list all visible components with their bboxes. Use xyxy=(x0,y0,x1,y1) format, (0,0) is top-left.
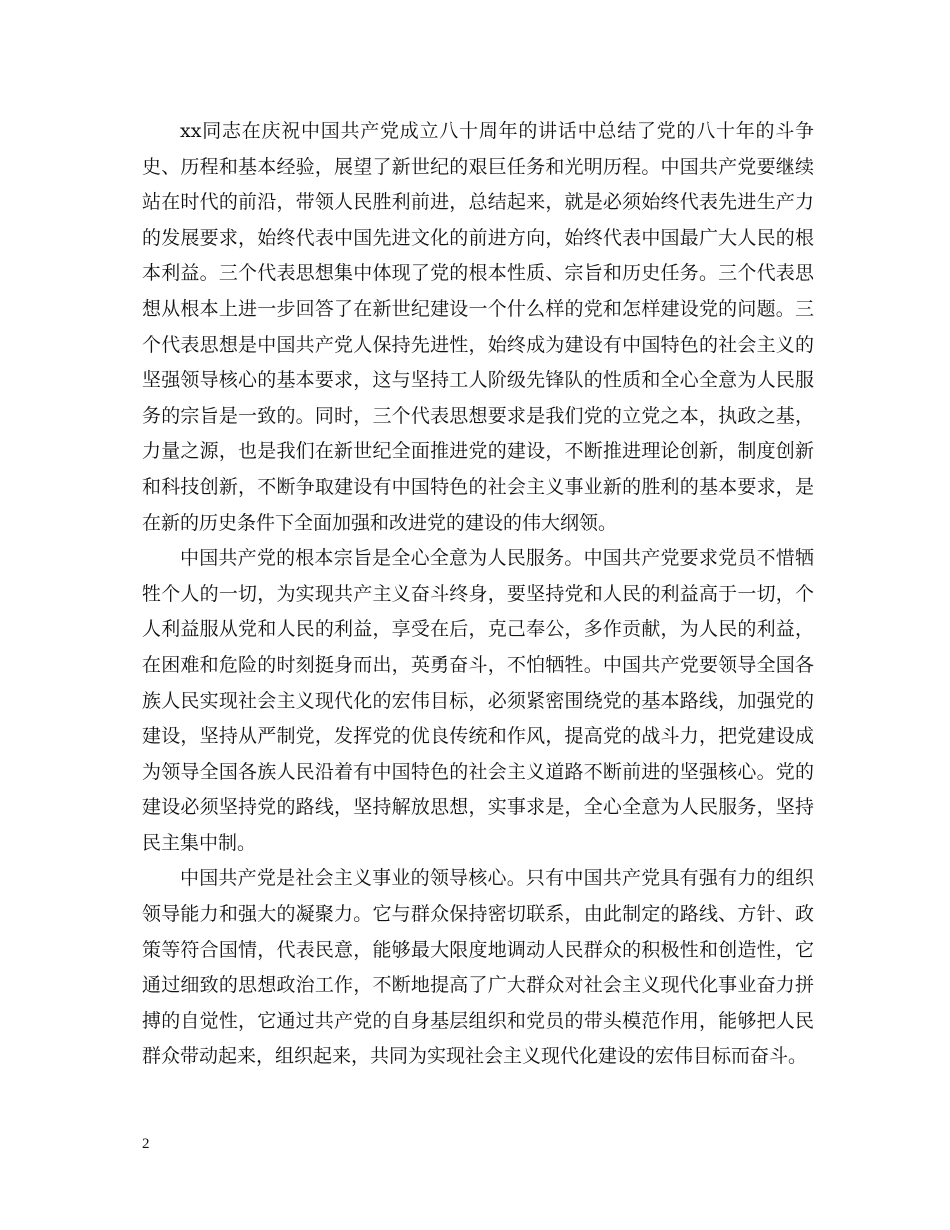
paragraph-3: 中国共产党是社会主义事业的领导核心。只有中国共产党具有强有力的组织领导能力和强大的凝聚力。它与群众保持密切联系，由此制定的路线、方针、政策等符合国情，代表民意，能够最大限度地调动人民群众的积极性和创造性，它通过细致的思想政治工作，不断地提高了广大群众对社会主义现代化事业奋力拼搏的自觉性，它通过共产党的自身基层组织和党员的带头模范作用，能够把人民群众带动起来，组织起来，共同为实现社会主义现代化建设的宏伟目标而奋斗。 xyxy=(142,867,814,1068)
page-number: 2 xyxy=(142,1136,150,1152)
document-body xyxy=(142,114,814,1075)
paragraph-1: xx同志在庆祝中国共产党成立八十周年的讲话中总结了党的八十年的斗争史、历程和基本经验，展望了新世纪的艰巨任务和光明历程。中国共产党要继续站在时代的前沿，带领人民胜利前进，总结起来，就是必须始终代表先进生产力的发展要求，始终代表中国先进文化的前进方向，始终代表中国最广大人民的根本利益。三个代表思想集中体现了党的根本性质、宗旨和历史任务。三个代表思想从根本上进一步回答了在新世纪建设一个什么样的党和怎样建设党的问题。三个代表思想是中国共产党人保持先进性，始终成为建设有中国特色的社会主义的坚强领导核心的基本要求，这与坚持工人阶级先锋队的性质和全心全意为人民服务的宗旨是一致的。同时，三个代表思想要求是我们党的立党之本，执政之基，力量之源，也是我们在新世纪全面推进党的建设，不断推进理论创新，制度创新和科技创新，不断争取建设有中国特色的社会主义事业新的胜利的基本要求，是在新的历史条件下全面加强和改进党的建设的伟大纲领。 xyxy=(142,120,814,534)
paragraph-2: 中国共产党的根本宗旨是全心全意为人民服务。中国共产党要求党员不惜牺牲个人的一切，为实现共产主义奋斗终身，要坚持党和人民的利益高于一切，个人利益服从党和人民的利益，享受在后，克己奉公，多作贡献，为人民的利益，在困难和危险的时刻挺身而出，英勇奋斗，不怕牺牲。中国共产党要领导全国各族人民实现社会主义现代化的宏伟目标，必须紧密围绕党的基本路线，加强党的建设，坚持从严制党，发挥党的优良传统和作风，提高党的战斗力，把党建设成为领导全国各族人民沿着有中国特色的社会主义道路不断前进的坚强核心。党的建设必须坚持党的路线，坚持解放思想，实事求是，全心全意为人民服务，坚持民主集中制。 xyxy=(142,547,814,854)
